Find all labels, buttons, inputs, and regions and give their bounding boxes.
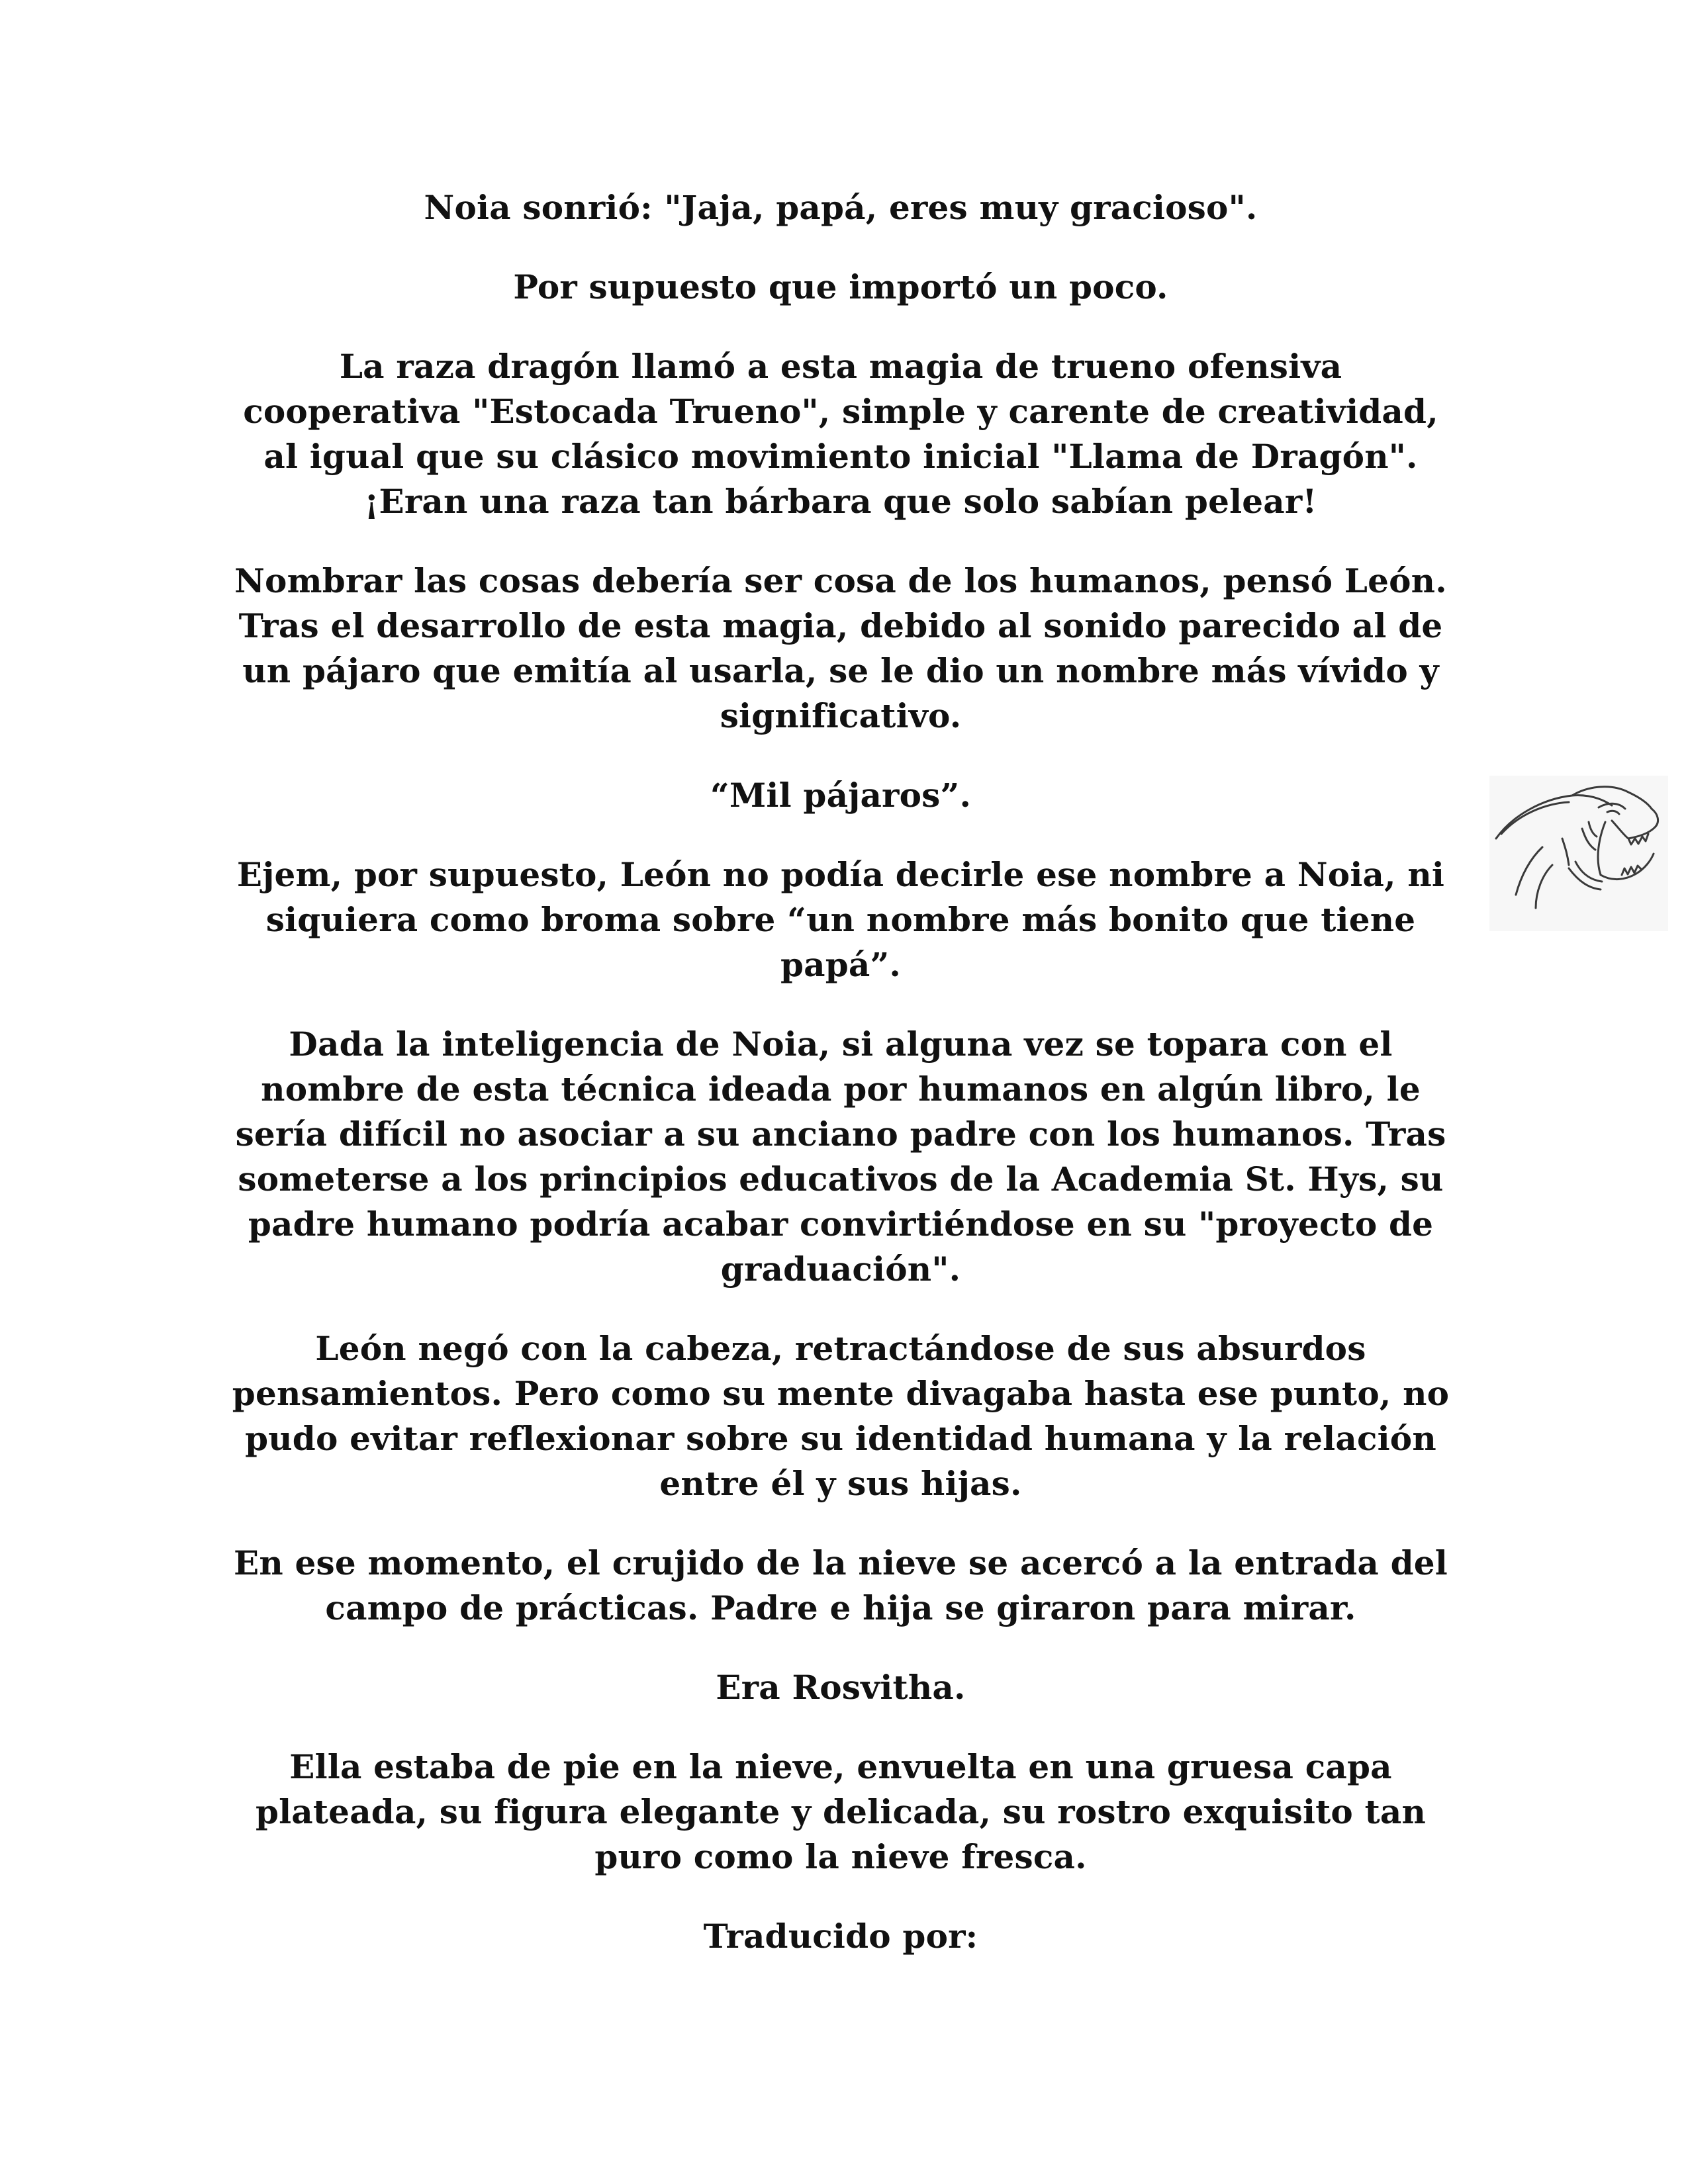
translator-credit: Traducido por: <box>703 1917 978 1956</box>
document-body <box>225 185 1456 1993</box>
paragraph-4: Nombrar las cosas debería ser cosa de los humanos, pensó León. Tras el desarrollo de esta magia, debido al sonido parecido al de un pájaro que emitía al usarla, se le dio un nombre más vívido y significativo. <box>234 561 1447 735</box>
paragraph-11: Ella estaba de pie en la nieve, envuelta en una gruesa capa plateada, su figura elegante y delicada, su rostro exquisito tan puro como la nieve fresca. <box>255 1747 1427 1876</box>
dragon-sketch-drawing <box>1489 776 1668 931</box>
paragraph-5: “Mil pájaros”. <box>710 776 972 815</box>
paragraph-1: Noia sonrió: "Jaja, papá, eres muy gracioso". <box>424 188 1258 227</box>
paragraph-2: Por supuesto que importó un poco. <box>513 267 1168 306</box>
paragraph-7: Dada la inteligencia de Noia, si alguna vez se topara con el nombre de esta técnica ideada por humanos en algún libro, le sería difícil no asociar a su anciano padre con los humanos. Tras someterse a los principios educativos de la Academia St. Hys, su padre humano podría acabar convirtiéndose en su "proyecto de graduación". <box>235 1024 1446 1289</box>
paragraph-10: Era Rosvitha. <box>716 1668 966 1707</box>
paragraph-6: Ejem, por supuesto, León no podía decirle ese nombre a Noia, ni siquiera como broma sobre “un nombre más bonito que tiene papá”. <box>236 855 1445 984</box>
dragon-head-sketch-icon <box>1489 776 1668 931</box>
paragraph-3: La raza dragón llamó a esta magia de trueno ofensiva cooperativa "Estocada Trueno", simple y carente de creatividad, al igual que su clásico movimiento inicial "Llama de Dragón". ¡Eran una raza tan bárbara que solo sabían pelear! <box>243 347 1438 521</box>
paragraph-8: León negó con la cabeza, retractándose de sus absurdos pensamientos. Pero como su mente divagaba hasta ese punto, no pudo evitar reflexionar sobre su identidad humana y la relación entre él y sus hijas. <box>232 1329 1450 1503</box>
paragraph-9: En ese momento, el crujido de la nieve se acercó a la entrada del campo de prácticas. Padre e hija se giraron para mirar. <box>234 1543 1448 1627</box>
